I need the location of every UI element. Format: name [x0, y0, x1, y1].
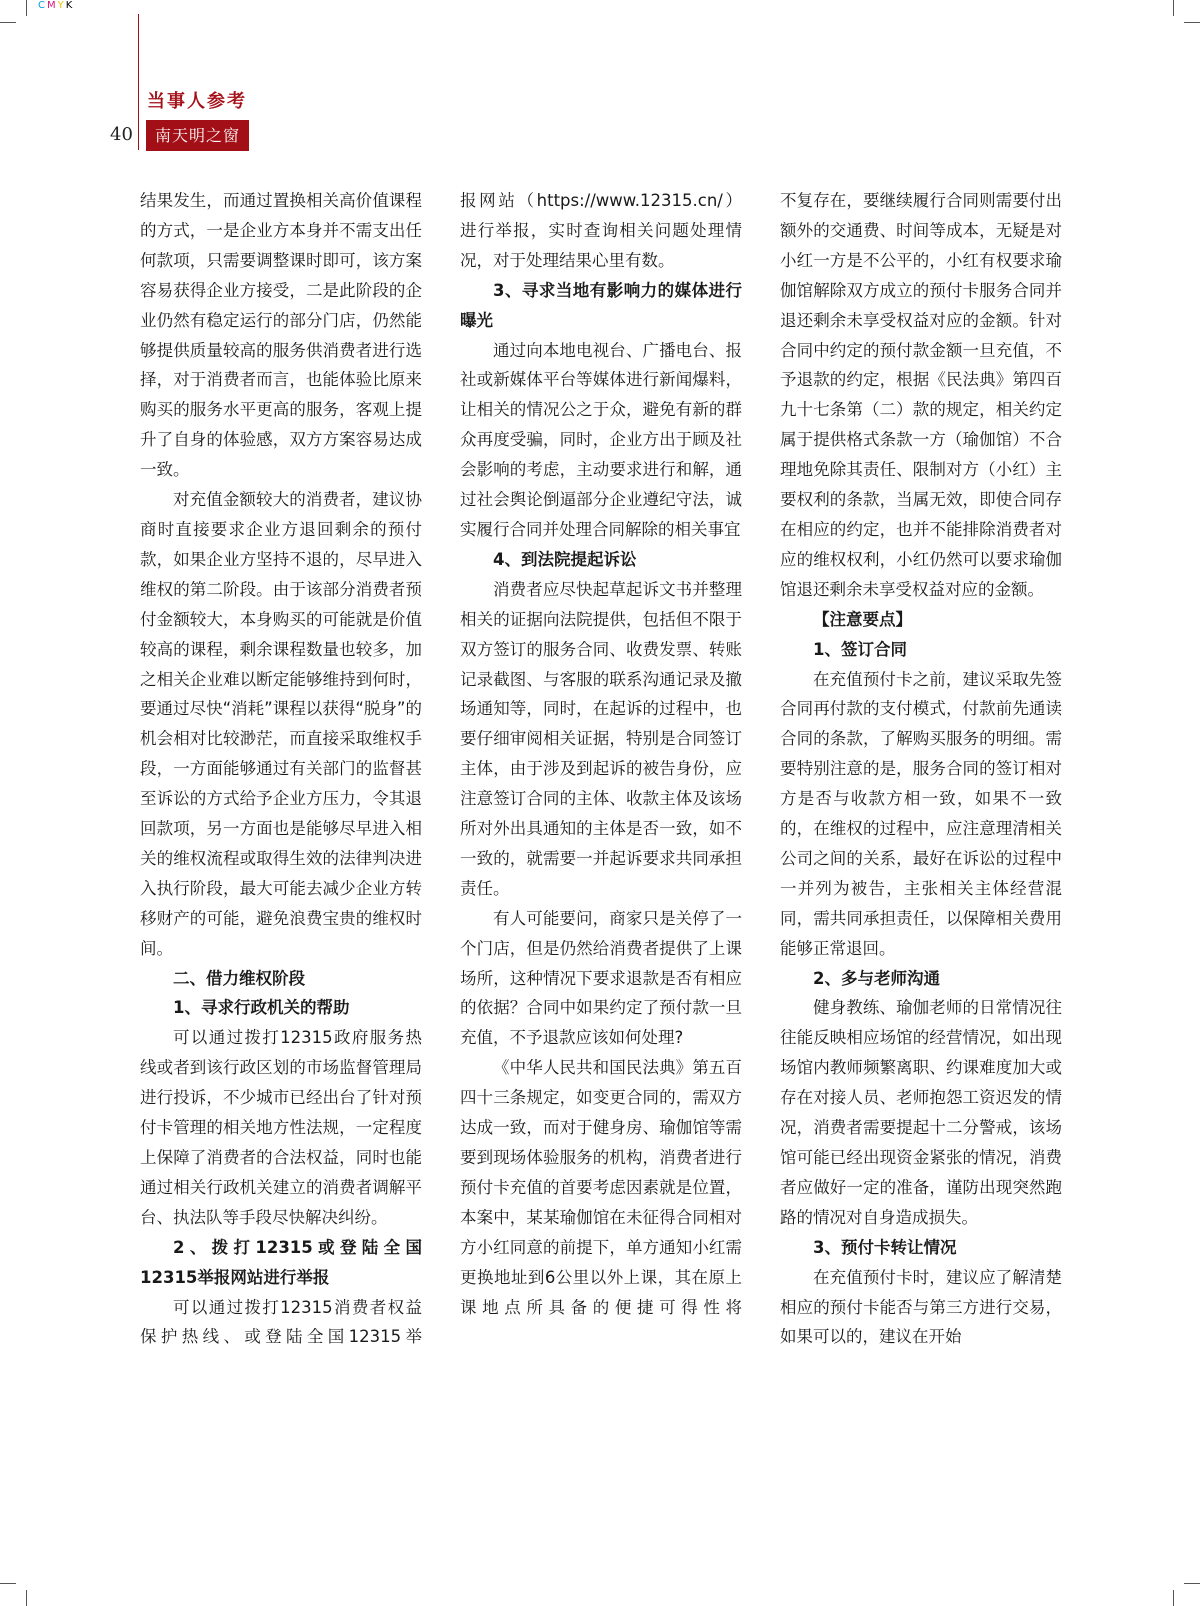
subheading: 3、寻求当地有影响力的媒体进行曝光: [460, 280, 742, 330]
paragraph: 在充值预付卡之前，建议采取先签合同再付款的支付模式，付款前先通读合同的条款，了解购买服务的明细。需要特别注意的是，服务合同的签订相对方是否与收款方相一致，如果不一致的，在维权的过程中，应注意理清相关公司之间的关系，最好在诉讼的过程中一并列为被告，主张相关主体经营混同，需共同承担责任，以保障相关费用能够正常退回。: [780, 669, 1062, 958]
crop-mark: [26, 1590, 27, 1606]
section-title: 当事人参考: [147, 91, 247, 112]
text-column-1: [140, 186, 422, 1352]
crop-mark: [0, 22, 16, 23]
paragraph: 通过向本地电视台、广播电台、报社或新媒体平台等媒体进行新闻爆料，让相关的情况公之于众，避免有新的群众再度受骗，同时，企业方出于顾及社会影响的考虑，主动要求进行和解，通过社会舆论倒逼部分企业遵纪守法，诚实履行合同并处理合同解除的相关事宜: [460, 340, 742, 539]
column-name-tag: 南天明之窗: [146, 120, 249, 151]
crop-mark: [26, 0, 27, 16]
paragraph: 健身教练、瑜伽老师的日常情况往往能反映相应场馆的经营情况，如出现场馆内教师频繁离职、约课难度加大或存在对接人员、老师抱怨工资迟发的情况，消费者需要提起十二分警戒，该场馆可能已经出现资金紧张的情况，消费者应做好一定的准备，谨防出现突然跑路的情况对自身造成损失。: [780, 998, 1062, 1227]
subheading: 4、到法院提起诉讼: [493, 549, 637, 569]
paragraph: 结果发生，而通过置换相关高价值课程的方式，一是企业方本身并不需支出任何款项，只需要调整课时即可，该方案容易获得企业方接受，二是此阶段的企业仍然有稳定运行的部分门店，仍然能够提供质量较高的服务供消费者进行选择，对于消费者而言，也能体验比原来购买的服务水平更高的服务，客观上提升了自身的体验感，双方方案容易达成一致。: [140, 191, 422, 480]
cmyk-y: Y: [57, 0, 66, 11]
cmyk-k: K: [65, 0, 75, 11]
subheading: 【注意要点】: [813, 609, 912, 629]
subheading: 2、拨打12315或登陆全国12315举报网站进行举报: [140, 1237, 422, 1287]
cmyk-registration: [38, 0, 74, 11]
crop-mark: [1173, 0, 1174, 16]
subheading: 1、寻求行政机关的帮助: [173, 998, 350, 1018]
page-number: 40: [110, 124, 133, 145]
paragraph: 报网站（https://www.12315.cn/）进行举报，实时查询相关问题处理情况，对于处理结果心里有数。: [460, 191, 742, 270]
text-column-2: [460, 186, 742, 1322]
header-rule: [138, 14, 139, 150]
subheading: 1、签订合同: [813, 639, 907, 659]
paragraph: 不复存在，要继续履行合同则需要付出额外的交通费、时间等成本，无疑是对小红一方是不公平的，小红有权要求瑜伽馆解除双方成立的预付卡服务合同并退还剩余未享受权益对应的金额。针对合同中约定的预付款金额一旦充值，不予退款的约定，根据《民法典》第四百九十七条第（二）款的规定，相关约定属于提供格式条款一方（瑜伽馆）不合理地免除其责任、限制对方（小红）主要权利的条款，当属无效，即使合同存在相应的约定，也并不能排除消费者对应的维权权利，小红仍然可以要求瑜伽馆退还剩余未享受权益对应的金额。: [780, 191, 1062, 599]
paragraph: 可以通过拨打12315政府服务热线或者到该行政区划的市场监督管理局进行投诉，不少城市已经出台了针对预付卡管理的相关地方性法规，一定程度上保障了消费者的合法权益，同时也能通过相关行政机关建立的消费者调解平台、执法队等手段尽快解决纠纷。: [140, 1028, 422, 1227]
paragraph: 对充值金额较大的消费者，建议协商时直接要求企业方退回剩余的预付款，如果企业方坚持不退的，尽早进入维权的第二阶段。由于该部分消费者预付金额较大，本身购买的可能就是价值较高的课程，剩余课程数量也较多，加之相关企业难以断定能够维持到何时，要通过尽快“消耗”课程以获得“脱身”的机会相对比较渺茫，而直接采取维权手段，一方面能够通过有关部门的监督甚至诉讼的方式给予企业方压力，令其退回款项，另一方面也是能够尽早进入相关的维权流程或取得生效的法律判决进入执行阶段，最大可能去减少企业方转移财产的可能，避免浪费宝贵的维权时间。: [140, 490, 422, 958]
paragraph: 消费者应尽快起草起诉文书并整理相关的证据向法院提供，包括但不限于双方签订的服务合同、收费发票、转账记录截图、与客服的联系沟通记录及撤场通知等，同时，在起诉的过程中，也要仔细审阅相关证据，特别是合同签订主体，由于涉及到起诉的被告身份，应注意签订合同的主体、收款主体及该场所对外出具通知的主体是否一致，如不一致的，就需要一并起诉要求共同承担责任。: [460, 579, 742, 898]
subheading: 2、多与老师沟通: [813, 968, 940, 988]
crop-mark: [1184, 1583, 1200, 1584]
crop-mark: [0, 1583, 16, 1584]
paragraph: 《中华人民共和国民法典》第五百四十三条规定，如变更合同的，需双方达成一致，而对于健身房、瑜伽馆等需要到现场体验服务的机构，消费者进行预付卡充值的首要考虑因素就是位置，本案中，某某瑜伽馆在未征得合同相对方小红同意的前提下，单方通知小红需更换地址到6公里以外上课，其在原上课地点所具备的便捷可得性将: [460, 1058, 742, 1317]
paragraph: 可以通过拨打12315消费者权益保护热线、或登陆全国12315举: [140, 1297, 422, 1347]
cmyk-m: M: [46, 0, 58, 11]
paragraph: 在充值预付卡时，建议应了解清楚相应的预付卡能否与第三方进行交易，如果可以的，建议在开始: [780, 1267, 1062, 1347]
crop-mark: [1184, 22, 1200, 23]
paragraph: 有人可能要问，商家只是关停了一个门店，但是仍然给消费者提供了上课场所，这种情况下要求退款是否有相应的依据？合同中如果约定了预付款一旦充值，不予退款应该如何处理?: [460, 908, 742, 1048]
crop-mark: [1173, 1590, 1174, 1606]
subheading: 二、借力维权阶段: [173, 968, 305, 988]
text-column-3: [780, 186, 1062, 1352]
subheading: 3、预付卡转让情况: [813, 1237, 957, 1257]
cmyk-c: C: [38, 0, 47, 11]
